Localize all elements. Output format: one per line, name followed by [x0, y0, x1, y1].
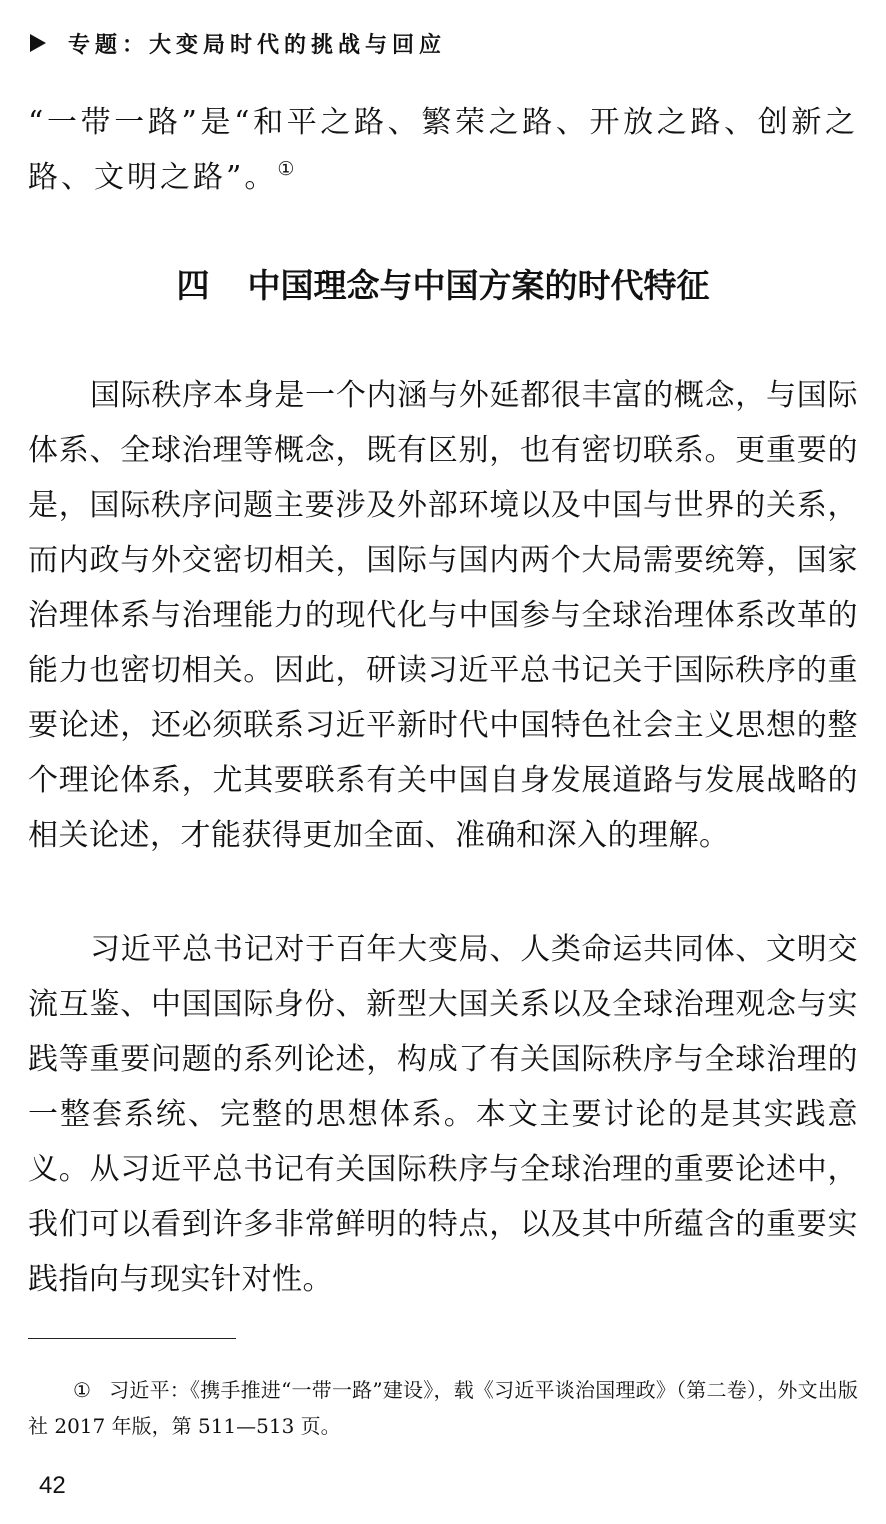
section-title-text: 中国理念与中国方案的时代特征: [247, 266, 710, 305]
intro-text: “一带一路”是“和平之路、繁荣之路、开放之路、创新之路、文明之路”。: [28, 105, 858, 195]
section-number: 四: [176, 266, 210, 305]
footnote-mark: ①: [73, 1378, 92, 1402]
body-paragraph: 习近平总书记对于百年大变局、人类命运共同体、文明交流互鉴、中国国际身份、新型大国关系以及全球治理观念与实践等重要问题的系列论述，构成了有关国际秩序与全球治理的一整套系统、完整的思想体系。本文主要讨论的是其实践意义。从习近平总书记有关国际秩序与全球治理的重要论述中，我们可以看到许多非常鲜明的特点，以及其中所蕴含的重要实践指向与现实针对性。: [28, 932, 858, 1297]
footnote: [28, 1372, 858, 1444]
section-heading: [0, 258, 886, 314]
body-paragraph: 国际秩序本身是一个内涵与外延都很丰富的概念，与国际体系、全球治理等概念，既有区别，也有密切联系。更重要的是，国际秩序问题主要涉及外部环境以及中国与世界的关系，而内政与外交密切相关，国际与国内两个大局需要统筹，国家治理体系与治理能力的现代化与中国参与全球治理体系改革的能力也密切相关。因此，研读习近平总书记关于国际秩序的重要论述，还必须联系习近平新时代中国特色社会主义思想的整个理论体系，尤其要联系有关中国自身发展道路与发展战略的相关论述，才能获得更加全面、准确和深入的理解。: [28, 378, 858, 853]
page-number: 42: [39, 1472, 66, 1499]
running-header-text: 专题：大变局时代的挑战与回应: [68, 32, 447, 58]
intro-paragraph: [28, 95, 858, 205]
footnote-divider: [28, 1338, 236, 1339]
running-header: [30, 26, 446, 60]
triangle-marker-icon: [30, 34, 46, 52]
footnote-reference[interactable]: ①: [277, 158, 295, 180]
footnote-text: 习近平：《携手推进“一带一路”建设》，载《习近平谈治国理政》（第二卷），外文出版社 2017 年版，第 511—513 页。: [28, 1378, 858, 1438]
